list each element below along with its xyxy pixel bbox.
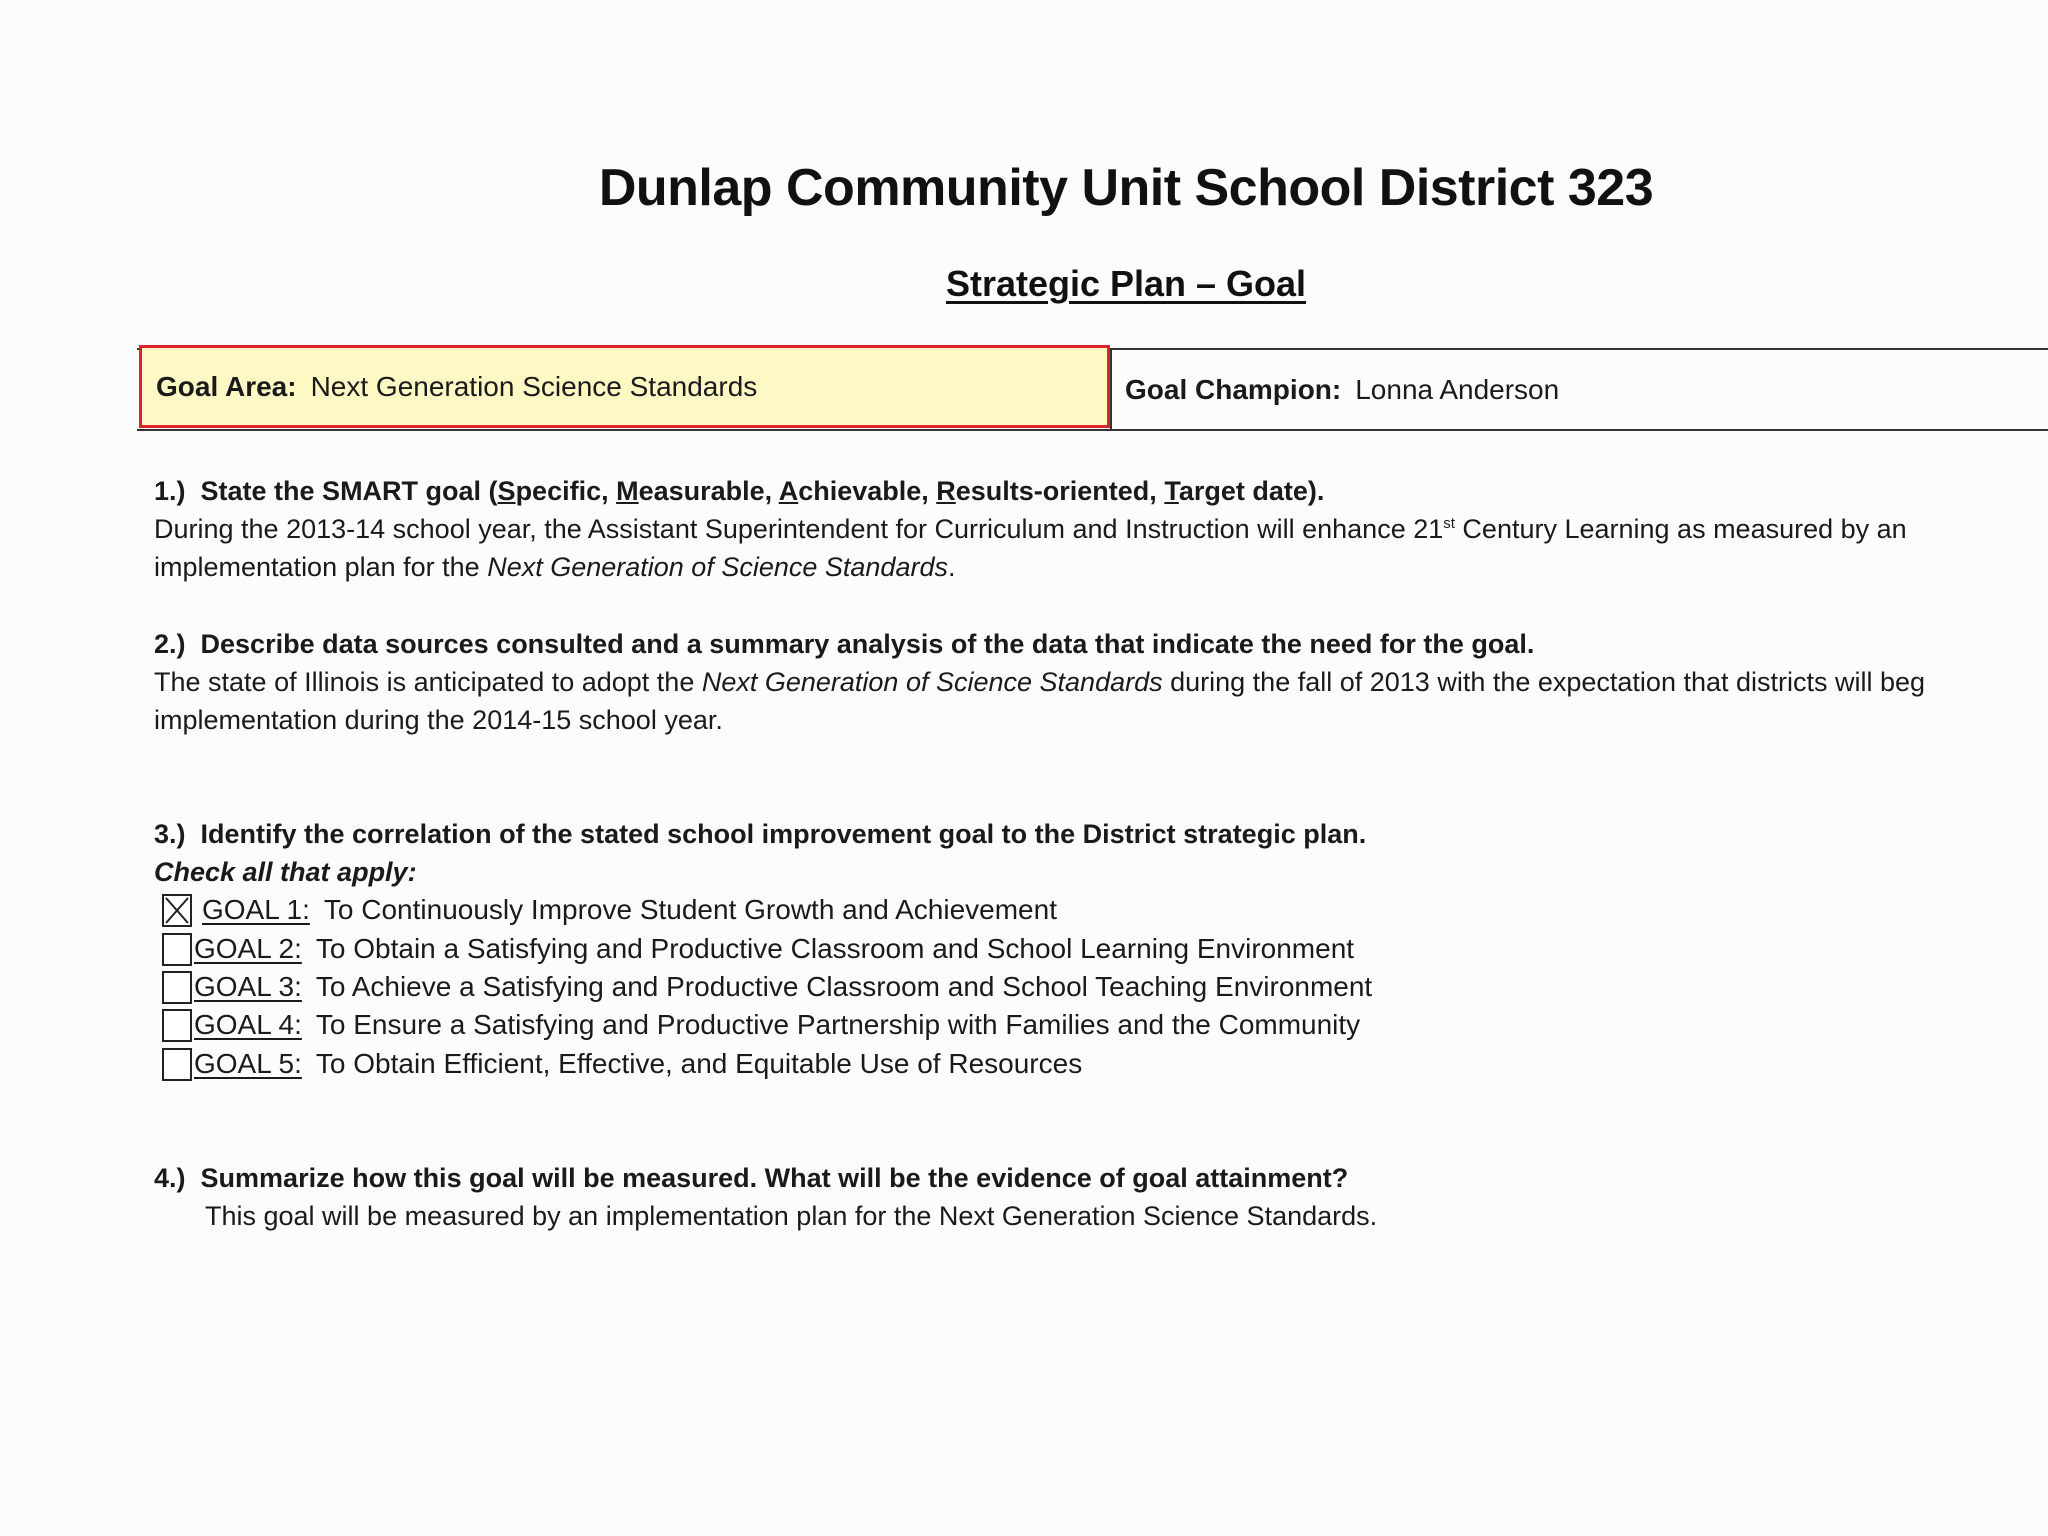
section-2-question — [154, 625, 2048, 663]
section-2-answer-line-2: implementation during the 2014-15 school year. — [154, 705, 723, 735]
section-3-question — [154, 815, 2048, 853]
cell-divider — [1110, 350, 1112, 429]
goal-4-label: GOAL 4: — [194, 1009, 302, 1040]
goal-area-label: Goal Area: — [156, 370, 297, 402]
smart-terms — [498, 476, 1325, 506]
section-4-question-text: Summarize how this goal will be measured. What will be the evidence of goal attainment? — [200, 1163, 1349, 1193]
goal-1-label: GOAL 1: — [202, 894, 310, 925]
section-3-question-text: Identify the correlation of the stated school improvement goal to the District strategic plan. — [200, 819, 1367, 849]
goal-option-3 — [162, 968, 1372, 1006]
goal-5-text: To Obtain Efficient, Effective, and Equitable Use of Resources — [315, 1048, 1083, 1079]
goal-1-text: To Continuously Improve Student Growth and Achievement — [323, 894, 1057, 925]
smart-term-rest: easurable, — [638, 476, 779, 506]
section-1-number: 1.) — [154, 476, 186, 506]
goal-header-table — [137, 348, 2048, 431]
goal-2-checkbox[interactable] — [162, 933, 192, 966]
smart-initial: M — [616, 476, 639, 506]
section-4-number: 4.) — [154, 1163, 186, 1193]
document-subtitle: Strategic Plan – Goal — [945, 263, 1307, 304]
section-2-answer-line-1 — [154, 663, 2048, 701]
goal-3-label: GOAL 3: — [194, 971, 302, 1002]
goal-3-text: To Achieve a Satisfying and Productive Classroom and School Teaching Environment — [315, 971, 1373, 1002]
answer-text: during the fall of 2013 with the expectation that districts will beg — [1162, 667, 1926, 697]
section-4 — [154, 1159, 2048, 1235]
section-3 — [154, 815, 2048, 891]
goal-3-checkbox[interactable] — [162, 971, 192, 1004]
smart-prefix: State the SMART goal ( — [200, 476, 498, 506]
answer-italic-text: Next Generation of Science Standards — [487, 552, 948, 582]
goal-option-5 — [162, 1045, 1082, 1083]
goal-4-text: To Ensure a Satisfying and Productive Partnership with Families and the Community — [315, 1009, 1361, 1040]
answer-text: Century Learning as measured by an — [1454, 514, 1907, 544]
answer-text: During the 2013-14 school year, the Assistant Superintendent for Curriculum and Instruction will enhance 21 — [154, 514, 1444, 544]
smart-term-rest: esults-oriented, — [955, 476, 1165, 506]
smart-initial: T — [1164, 476, 1179, 506]
document-title: Dunlap Community Unit School District 323 — [598, 159, 1654, 217]
section-2-question-text: Describe data sources consulted and a summary analysis of the data that indicate the need for the goal. — [200, 629, 1535, 659]
section-3-number: 3.) — [154, 819, 186, 849]
goal-4-checkbox[interactable] — [162, 1009, 192, 1042]
section-1-answer-line-1 — [154, 510, 2048, 548]
goal-1-checkbox[interactable] — [162, 894, 192, 927]
smart-initial: S — [497, 476, 516, 506]
goal-champion-value: Lonna Anderson — [1355, 373, 1560, 405]
smart-term-rest: chievable, — [798, 476, 937, 506]
goal-area-value: Next Generation Science Standards — [310, 370, 758, 402]
answer-text: . — [947, 552, 956, 582]
section-2 — [154, 625, 2048, 739]
ordinal-suffix: st — [1443, 515, 1455, 532]
goal-option-2 — [162, 930, 1354, 968]
section-4-question — [154, 1159, 2048, 1197]
check-all-instruction: Check all that apply: — [154, 857, 417, 887]
goal-5-checkbox[interactable] — [162, 1048, 192, 1081]
section-1-question — [154, 472, 2048, 510]
section-2-number: 2.) — [154, 629, 186, 659]
answer-text: The state of Illinois is anticipated to adopt the — [154, 667, 702, 697]
smart-initial: A — [778, 476, 799, 506]
goal-champion-cell[interactable] — [1125, 350, 1559, 429]
section-1-answer-line-2 — [154, 548, 2048, 586]
goal-2-text: To Obtain a Satisfying and Productive Classroom and School Learning Environment — [315, 933, 1355, 964]
goal-champion-label: Goal Champion: — [1125, 373, 1342, 405]
goal-option-1 — [162, 891, 1057, 929]
goal-5-label: GOAL 5: — [194, 1048, 302, 1079]
goal-option-4 — [162, 1006, 1360, 1044]
answer-italic-text: Next Generation of Science Standards — [701, 667, 1163, 697]
answer-text: implementation plan for the — [154, 552, 488, 582]
goal-2-label: GOAL 2: — [194, 933, 302, 964]
section-1 — [154, 472, 2048, 586]
smart-term-rest: arget date). — [1178, 476, 1325, 506]
goal-area-cell[interactable] — [139, 345, 1110, 428]
smart-initial: R — [936, 476, 956, 506]
smart-term-rest: pecific, — [515, 476, 617, 506]
section-4-answer: This goal will be measured by an implementation plan for the Next Generation Science Standards. — [205, 1201, 1378, 1231]
